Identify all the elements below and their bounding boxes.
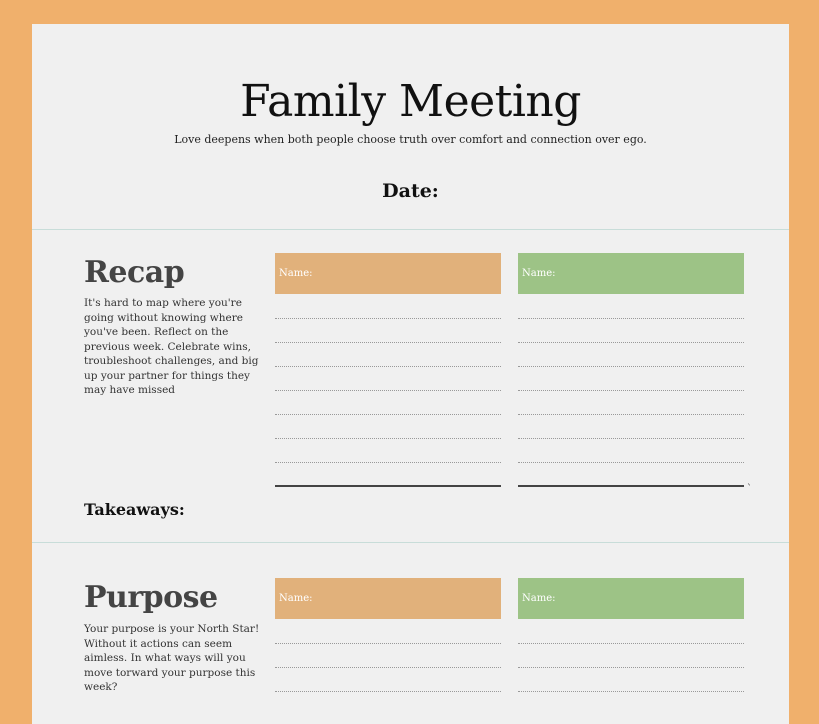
recap-name-field-left[interactable] bbox=[275, 253, 501, 294]
name-label: Name: bbox=[279, 268, 313, 279]
writing-line-solid bbox=[275, 485, 501, 487]
recap-title: Recap bbox=[84, 255, 185, 290]
recap-name-field-right[interactable] bbox=[518, 253, 744, 294]
writing-line bbox=[275, 414, 501, 415]
writing-line bbox=[518, 342, 744, 343]
writing-line-solid bbox=[518, 485, 744, 487]
writing-line bbox=[275, 342, 501, 343]
writing-line bbox=[518, 366, 744, 367]
writing-line bbox=[275, 438, 501, 439]
name-label: Name: bbox=[522, 593, 556, 604]
writing-line bbox=[518, 390, 744, 391]
section-divider bbox=[32, 229, 789, 230]
writing-line bbox=[275, 691, 501, 692]
writing-line bbox=[518, 667, 744, 668]
writing-line bbox=[275, 643, 501, 644]
tagline: Love deepens when both people choose truth over comfort and connection over ego. bbox=[174, 133, 647, 146]
writing-line bbox=[275, 366, 501, 367]
writing-line bbox=[275, 667, 501, 668]
writing-line bbox=[518, 318, 744, 319]
writing-line bbox=[518, 691, 744, 692]
date-label: Date: bbox=[382, 180, 439, 202]
name-label: Name: bbox=[279, 593, 313, 604]
stray-mark: ` bbox=[747, 484, 752, 495]
writing-line bbox=[518, 462, 744, 463]
writing-line bbox=[275, 318, 501, 319]
writing-line bbox=[275, 390, 501, 391]
purpose-description: Your purpose is your North Star! Without it actions can seem aimless. In what ways will you move torward your purpose this week? bbox=[84, 623, 260, 693]
writing-line bbox=[518, 414, 744, 415]
name-label: Name: bbox=[522, 268, 556, 279]
purpose-title: Purpose bbox=[84, 580, 218, 615]
purpose-name-field-left[interactable] bbox=[275, 578, 501, 619]
writing-line bbox=[518, 643, 744, 644]
writing-line bbox=[275, 462, 501, 463]
header bbox=[32, 24, 789, 229]
writing-line bbox=[518, 438, 744, 439]
recap-description: It's hard to map where you're going without knowing where you've been. Reflect on the previous week. Celebrate wins, troubleshoot challenges, and big up your partner for things they may have missed bbox=[84, 297, 259, 396]
section-divider bbox=[32, 542, 789, 543]
worksheet bbox=[32, 24, 789, 724]
page-title: Family Meeting bbox=[240, 76, 581, 127]
purpose-name-field-right[interactable] bbox=[518, 578, 744, 619]
takeaways-label: Takeaways: bbox=[84, 500, 185, 519]
